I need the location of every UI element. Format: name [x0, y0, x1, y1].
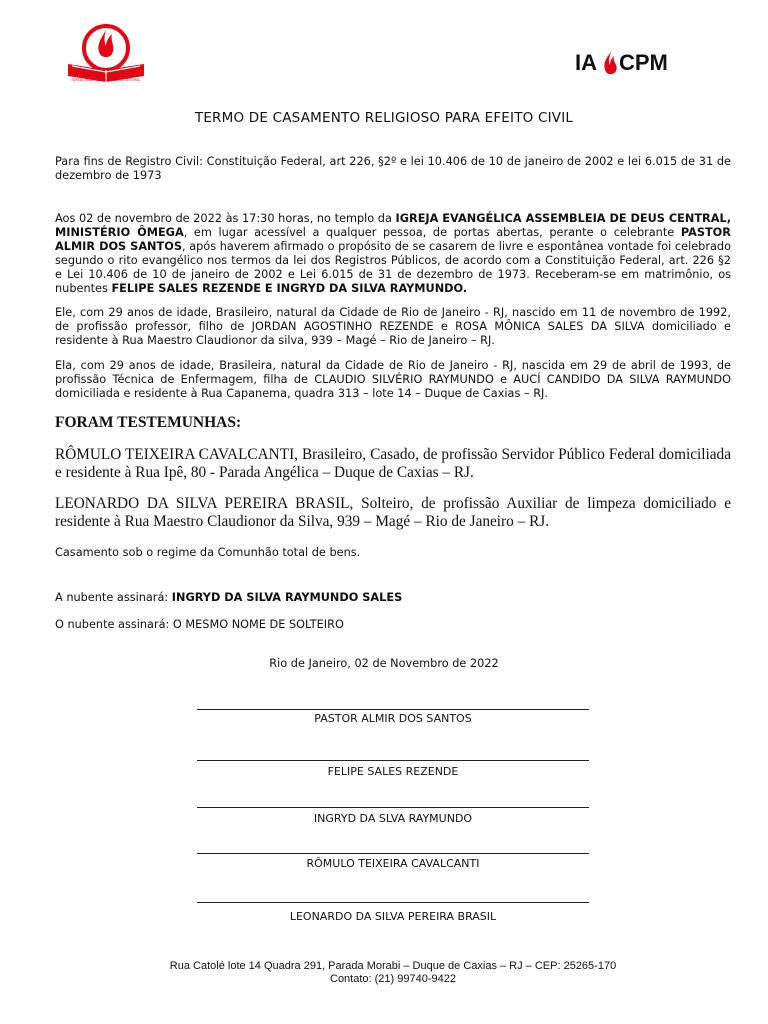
bride-signature-label: A nubente assinará:	[55, 591, 172, 604]
flame-icon	[600, 50, 620, 76]
signature-name-witness-2: LEONARDO DA SILVA PEREIRA BRASIL	[289, 910, 497, 923]
signature-line	[197, 760, 589, 761]
bride-paragraph: Ela, com 29 anos de idade, Brasileira, natural da Cidade de Rio de Janeiro - RJ, nascida em 29 de abril de 1993, de profissão Técnica de Enfermagem, filha de CLAUDIO SILVÉRIO RAYMUNDO e AUCÍ CANDIDO DA SILVA RAYMUNDO domiciliada e residente à Rua Capanema, quadra 313 – lote 14 – Duque de Caxias – RJ.	[55, 359, 731, 400]
marriage-regime: Casamento sob o regime da Comunhão total de bens.	[55, 546, 361, 559]
celebrant-name: PASTOR ALMIR DOS SANTOS	[55, 226, 731, 253]
intro-paragraph: Para fins de Registro Civil: Constituição Federal, art 226, §2º e lei 10.406 de 10 de janeiro de 2002 e lei 6.015 de 31 de dezembro de 1973	[55, 155, 731, 182]
witness-2: LEONARDO DA SILVA PEREIRA BRASIL, Solteiro, de profissão Auxiliar de limpeza domiciliado e residente à Rua Maestro Claudionor da Silva, 939 – Magé – Rio de Janeiro – RJ.	[55, 495, 731, 530]
footer-address: Rua Catolé lote 14 Quadra 291, Parada Morabi – Duque de Caxias – RJ – CEP: 25265-170	[169, 960, 617, 972]
groom-paragraph: Ele, com 29 anos de idade, Brasileiro, natural da Cidade de Rio de Janeiro - RJ, nascido em 11 de novembro de 1992, de profissão professor, filho de JORDAN AGOSTINHO REZENDE e ROSA MÔNICA SALES DA SILVA domiciliado e residente à Rua Maestro Claudionor da silva, 939 – Magé – Rio de Janeiro – RJ.	[55, 306, 731, 347]
document-title: TERMO DE CASAMENTO RELIGIOSO PARA EFEITO CIVIL	[194, 110, 574, 126]
iacpm-logo-left-text: IA	[575, 50, 597, 75]
bride-signature-name: INGRYD DA SILVA RAYMUNDO SALES	[171, 591, 403, 604]
signature-name-celebrant: PASTOR ALMIR DOS SANTOS	[314, 712, 472, 725]
church-name: IGREJA EVANGÉLICA ASSEMBLEIA DE DEUS CENTRAL, MINISTÉRIO ÔMEGA	[55, 212, 731, 239]
signature-line	[197, 709, 589, 710]
signature-line	[197, 853, 589, 854]
signature-name-witness-1: RÔMULO TEIXEIRA CAVALCANTI	[306, 857, 480, 870]
signature-line	[197, 807, 589, 808]
footer-contact: Contato: (21) 99740-9422	[330, 973, 456, 985]
church-logo-caption: IGREJA ASSEMBLEIA DE DEUS CENTRAL	[71, 78, 141, 82]
witnesses-heading: FORAM TESTEMUNHAS:	[55, 414, 242, 431]
signature-name-groom: FELIPE SALES REZENDE	[327, 765, 459, 778]
ceremony-text-a: Aos 02 de novembro de 2022 às 17:30 horas, no templo da	[55, 212, 396, 225]
groom-signature-note: O nubente assinará: O MESMO NOME DE SOLTEIRO	[55, 618, 344, 631]
signature-line	[197, 902, 589, 903]
signature-name-bride: INGRYD DA SLVA RAYMUNDO	[313, 812, 473, 825]
witness-1: RÔMULO TEIXEIRA CAVALCANTI, Brasileiro, Casado, de profissão Servidor Público Federal domiciliada e residente à Rua Ipê, 80 - Parada Angélica – Duque de Caxias – RJ.	[55, 446, 731, 481]
church-logo	[60, 20, 152, 86]
ceremony-text-e: , após haverem afirmado o propósito de se casarem de livre e espontânea vontade foi celebrado segundo o rito evangélico nos termos da lei dos Registros Públicos, de acordo com a Constituição Federal, art. 226 §2 e Lei 10.406 de 10 de janeiro de 2002 e Lei 6.015 de 31 de dezembro de 1973. Receberam-se em matrimônio, os nubentes	[55, 240, 731, 295]
bride-signature-note	[55, 591, 402, 604]
spouses-names: FELIPE SALES REZENDE E INGRYD DA SILVA RAYMUNDO.	[111, 282, 468, 295]
iacpm-logo	[575, 50, 685, 78]
place-date: Rio de Janeiro, 02 de Novembro de 2022	[269, 657, 499, 670]
iacpm-logo-right-text: CPM	[619, 50, 668, 75]
ceremony-paragraph	[55, 212, 731, 296]
ceremony-text-c: , em lugar acessível a qualquer pessoa, de portas abertas, perante o celebrante	[183, 226, 681, 239]
